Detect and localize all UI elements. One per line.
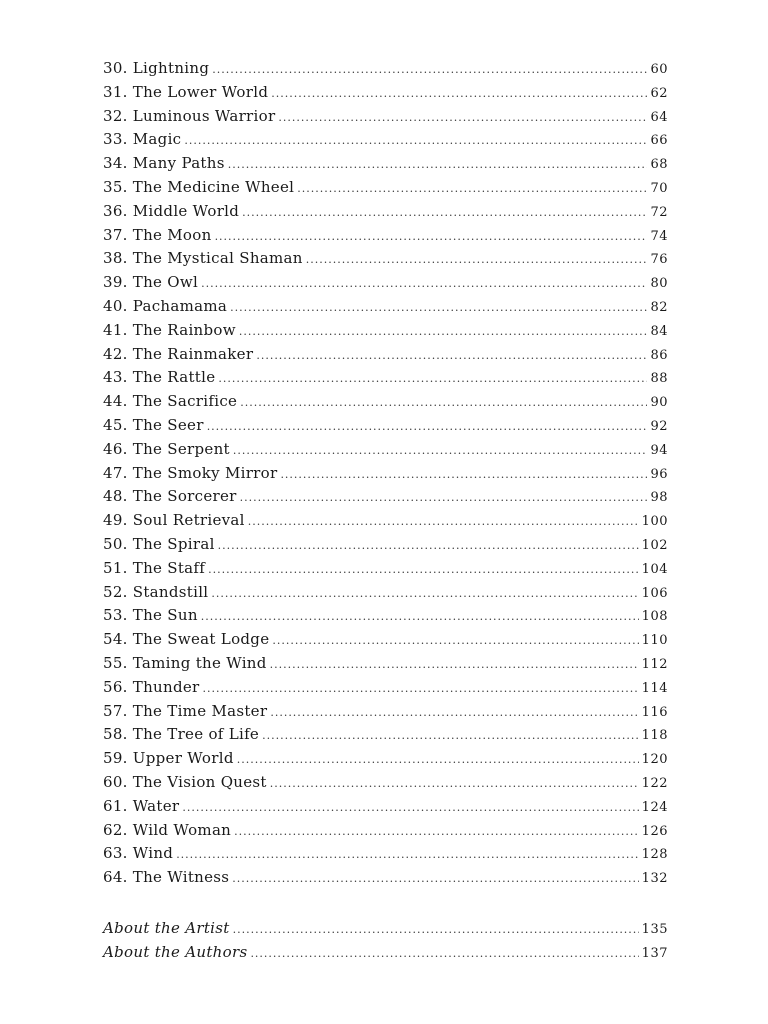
toc-entry (103, 747, 668, 771)
entry-page: 112 (641, 656, 668, 672)
entry-number: 53. (103, 606, 128, 625)
back-matter-entry (103, 941, 668, 965)
entry-page: 114 (641, 680, 668, 696)
entry-number: 59. (103, 749, 128, 768)
entry-title: Water (132, 796, 180, 815)
dot-leader (215, 225, 648, 249)
entry-number: 30. (103, 59, 128, 77)
back-matter-entry (103, 917, 668, 941)
toc-entry (103, 842, 668, 866)
toc-entry (103, 152, 668, 176)
entry-page: 66 (650, 133, 668, 149)
entry-page: 137 (641, 945, 668, 961)
entry-number: 45. (103, 415, 128, 434)
entry-title: The Vision Quest (132, 772, 267, 791)
entry-number: 36. (103, 201, 128, 220)
entry-title: The Sorcerer (132, 487, 237, 506)
toc-entry (103, 414, 668, 438)
entry-title: Taming the Wind (132, 653, 267, 672)
entry-title: The Serpent (132, 439, 230, 458)
dot-leader (237, 748, 639, 772)
entry-number: 51. (103, 558, 128, 577)
entry-title: The Time Master (132, 701, 268, 720)
entry-page: 132 (641, 871, 668, 887)
entry-number: 39. (103, 273, 128, 292)
dot-leader (228, 153, 648, 177)
dot-leader (270, 772, 639, 796)
entry-title: Soul Retrieval (132, 511, 245, 530)
dot-leader (240, 486, 648, 510)
entry-page: 68 (650, 157, 668, 173)
toc-entry (103, 700, 668, 724)
entry-title: Magic (132, 130, 182, 149)
entry-page: 82 (650, 299, 668, 315)
dot-leader (306, 248, 648, 272)
entry-number: 34. (103, 154, 128, 173)
toc-entry (103, 723, 668, 747)
entry-page: 92 (650, 418, 668, 434)
entry-number: 50. (103, 534, 128, 553)
toc-entry (103, 676, 668, 700)
toc-entry (103, 652, 668, 676)
entry-number: 31. (103, 82, 128, 101)
entry-page: 116 (641, 704, 668, 720)
toc-entry (103, 366, 668, 390)
dot-leader (270, 653, 639, 677)
entry-page: 98 (650, 490, 668, 506)
entry-title: The Lower World (132, 82, 269, 101)
back-matter (103, 917, 668, 965)
entry-number: 44. (103, 392, 128, 411)
dot-leader (182, 796, 638, 820)
dot-leader (233, 439, 648, 463)
dot-leader (201, 605, 639, 629)
entry-title: The Staff (132, 558, 206, 577)
dot-leader (250, 942, 638, 966)
dot-leader (184, 129, 647, 153)
entry-page: 62 (650, 85, 668, 101)
toc-entry (103, 343, 668, 367)
toc-entry (103, 271, 668, 295)
entry-number: 60. (103, 772, 128, 791)
dot-leader (234, 820, 639, 844)
toc-entry (103, 771, 668, 795)
dot-leader (211, 582, 638, 606)
toc-entry (103, 509, 668, 533)
toc-entry (103, 390, 668, 414)
entry-number: 61. (103, 796, 128, 815)
entry-number: 56. (103, 677, 128, 696)
entry-title: The Rainbow (132, 320, 236, 339)
entry-page: 135 (641, 922, 668, 937)
toc-entry (103, 438, 668, 462)
entry-number: 48. (103, 487, 128, 506)
toc-entry (103, 247, 668, 271)
entry-page: 84 (650, 323, 668, 339)
dot-leader (280, 463, 647, 487)
entry-number: 58. (103, 725, 128, 744)
dot-leader (218, 534, 639, 558)
dot-leader (271, 82, 647, 106)
entry-title: Upper World (132, 749, 234, 768)
dot-leader (240, 391, 647, 415)
toc-entry (103, 57, 668, 81)
entry-title: Thunder (132, 677, 200, 696)
dot-leader (262, 724, 639, 748)
toc-entry (103, 533, 668, 557)
entry-title: The Medicine Wheel (132, 177, 295, 196)
entry-page: 102 (641, 537, 668, 553)
dot-leader (232, 867, 638, 891)
entry-number: 54. (103, 630, 128, 649)
entry-title: The Seer (132, 415, 204, 434)
entry-page: 126 (641, 823, 668, 839)
toc-entry (103, 176, 668, 200)
entry-title: The Sacrifice (132, 392, 238, 411)
entry-page: 72 (650, 204, 668, 220)
toc-entry (103, 581, 668, 605)
dot-leader (203, 677, 639, 701)
toc-entry (103, 557, 668, 581)
dot-leader (176, 843, 638, 867)
dot-leader (218, 367, 647, 391)
dot-leader (207, 415, 648, 439)
entry-page: 96 (650, 466, 668, 482)
entry-page: 128 (641, 847, 668, 863)
entry-title: About the Authors (103, 942, 248, 961)
entry-page: 110 (641, 633, 668, 649)
entry-title: Middle World (132, 201, 240, 220)
entry-number: 37. (103, 225, 128, 244)
entry-page: 118 (641, 728, 668, 744)
entry-title: The Witness (132, 868, 230, 887)
entry-title: The Tree of Life (132, 725, 260, 744)
dot-leader (230, 296, 647, 320)
entry-title: Luminous Warrior (132, 106, 276, 125)
toc-entry (103, 604, 668, 628)
dot-leader (201, 272, 647, 296)
entry-title: Pachamama (132, 296, 228, 315)
entry-number: 63. (103, 844, 128, 863)
toc-entry (103, 485, 668, 509)
table-of-contents (103, 57, 668, 890)
entry-number: 38. (103, 249, 128, 268)
entry-number: 42. (103, 344, 128, 363)
dot-leader (233, 918, 639, 942)
entry-page: 88 (650, 371, 668, 387)
dot-leader (278, 106, 647, 130)
entry-title: About the Artist (103, 919, 230, 937)
entry-number: 35. (103, 177, 128, 196)
entry-page: 86 (650, 347, 668, 363)
toc-entry (103, 866, 668, 890)
dot-leader (270, 701, 638, 725)
entry-title: The Moon (132, 225, 212, 244)
entry-title: Wind (132, 844, 174, 863)
dot-leader (212, 58, 647, 82)
entry-number: 52. (103, 582, 128, 601)
toc-entry (103, 128, 668, 152)
entry-title: The Smoky Mirror (132, 463, 278, 482)
toc-entry (103, 224, 668, 248)
entry-number: 46. (103, 439, 128, 458)
entry-page: 76 (650, 252, 668, 268)
entry-page: 120 (641, 752, 668, 768)
entry-title: Lightning (132, 59, 210, 77)
entry-title: Standstill (132, 582, 209, 601)
toc-entry (103, 81, 668, 105)
entry-page: 94 (650, 442, 668, 458)
entry-number: 41. (103, 320, 128, 339)
dot-leader (256, 344, 647, 368)
entry-page: 108 (641, 609, 668, 625)
entry-number: 43. (103, 368, 128, 387)
entry-title: The Rattle (132, 368, 216, 387)
toc-entry (103, 295, 668, 319)
toc-entry (103, 105, 668, 129)
toc-entry (103, 819, 668, 843)
dot-leader (239, 320, 648, 344)
entry-title: Wild Woman (132, 820, 232, 839)
entry-page: 122 (641, 775, 668, 791)
dot-leader (297, 177, 647, 201)
entry-title: The Mystical Shaman (132, 249, 303, 268)
toc-entry (103, 200, 668, 224)
entry-title: The Owl (132, 273, 199, 292)
entry-page: 100 (641, 514, 668, 530)
entry-title: The Rainmaker (132, 344, 254, 363)
dot-leader (272, 629, 638, 653)
entry-page: 60 (650, 62, 668, 77)
entry-number: 57. (103, 701, 128, 720)
entry-page: 64 (650, 109, 668, 125)
dot-leader (242, 201, 647, 225)
toc-entry (103, 628, 668, 652)
dot-leader (208, 558, 639, 582)
entry-number: 55. (103, 653, 128, 672)
entry-title: The Sun (132, 606, 198, 625)
dot-leader (248, 510, 639, 534)
entry-title: Many Paths (132, 154, 225, 173)
entry-page: 104 (641, 561, 668, 577)
entry-number: 33. (103, 130, 128, 149)
entry-title: The Spiral (132, 534, 215, 553)
entry-page: 90 (650, 395, 668, 411)
toc-entry (103, 795, 668, 819)
entry-title: The Sweat Lodge (132, 630, 270, 649)
entry-page: 106 (641, 585, 668, 601)
entry-number: 64. (103, 868, 128, 887)
entry-page: 80 (650, 276, 668, 292)
entry-page: 124 (641, 799, 668, 815)
entry-page: 70 (650, 180, 668, 196)
entry-number: 32. (103, 106, 128, 125)
entry-number: 47. (103, 463, 128, 482)
entry-page: 74 (650, 228, 668, 244)
entry-number: 40. (103, 296, 128, 315)
entry-number: 49. (103, 511, 128, 530)
entry-number: 62. (103, 820, 128, 839)
toc-entry (103, 462, 668, 486)
toc-entry (103, 319, 668, 343)
